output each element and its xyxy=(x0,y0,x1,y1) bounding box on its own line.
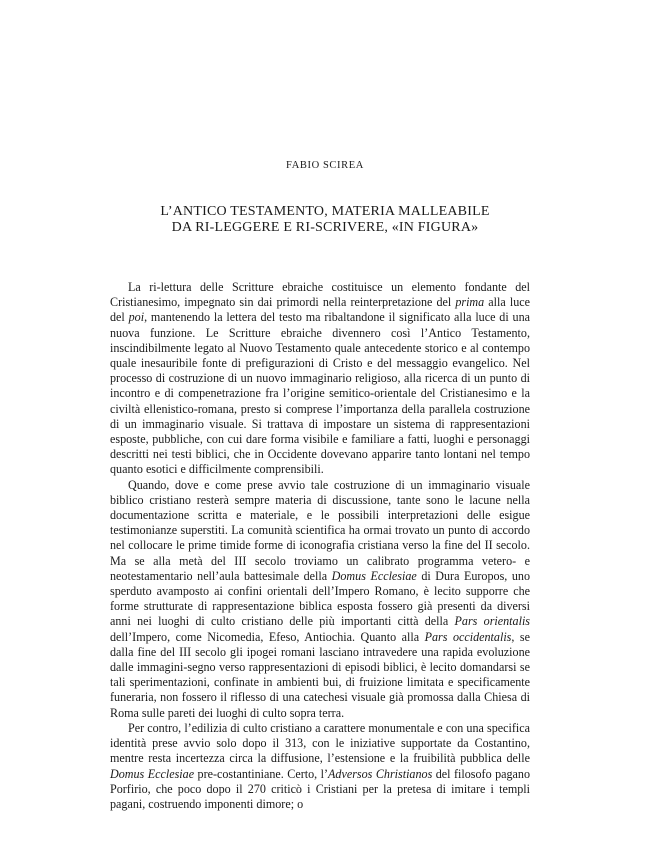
paragraph-segment: pre-costantiniane. Certo, l’ xyxy=(194,766,329,781)
italic-term: Pars orientalis xyxy=(454,614,531,629)
paragraph-segment: alla luce del xyxy=(110,295,530,325)
author-name: FABIO SCIREA xyxy=(286,160,364,171)
paragraph-2 xyxy=(110,478,530,721)
body-text xyxy=(110,280,530,812)
paragraph-segment: Per contro, l’edilizia di culto cristiano a carattere monumentale e con una specifica identità prese avvio solo dopo il 313, con le iniziative supportate da Costantino, mentre resta incertezza circa la diffusione, l’estensione e la fruibilità pubblica delle xyxy=(110,720,530,766)
chapter-title-line-2: DA RI-LEGGERE E RI-SCRIVERE, «IN FIGURA» xyxy=(171,220,479,235)
italic-term: Domus Ecclesiae xyxy=(331,568,417,583)
paragraph-segment: , se dalla fine del III secolo gli ipogei romani lasciano intravedere una rapida evoluzione dalle immagini-segno verso rappresentazioni di episodi biblici, è lecito domandarsi se tali sperimentazioni, confinate in ambienti bui, di fruizione limitata e specificamente funeraria, non fossero il riflesso di una catechesi visuale già promossa dalla Chiesa di Roma sulle pareti dei luoghi di culto sopra terra. xyxy=(110,629,530,720)
italic-term: Adversos Christianos xyxy=(328,766,433,781)
paragraph-segment: La ri-lettura delle Scritture ebraiche costituisce un elemento fondante del Cristianesimo, impegnato sin dai primordi nella reinterpretazione del xyxy=(110,280,530,310)
paragraph-segment: dell’Impero, come Nicomedia, Efeso, Antiochia. Quanto alla xyxy=(110,629,425,644)
paragraph-segment: del filosofo pagano Porfirio, che poco dopo il 270 criticò i Cristiani per la pretesa di imitare i templi pagani, costruendo imponenti dimore; o xyxy=(110,766,530,811)
italic-term: Domus Ecclesiae xyxy=(110,766,195,781)
chapter-title-line-1: L’ANTICO TESTAMENTO, MATERIA MALLEABILE xyxy=(160,204,490,219)
italic-term: poi xyxy=(128,310,145,325)
paragraph-segment: , mantenendo la lettera del testo ma ribaltandone il significato alla luce di una nuova funzione. Le Scritture ebraiche divennero così l’Antico Testamento, inscindibilmente legato al Nuovo Testamento quale antecedente storico e al contempo quale inesauribile fonte di prefigurazioni di Cristo e del messaggio evangelico. Nel processo di costruzione di un nuovo immaginario religioso, alla ricerca di un punto di incontro e di compenetrazione fra l’origine semitico-orientale del Cristianesimo e la civiltà ellenistico-romana, presto si comprese l’importanza della parallela costruzione di un immaginario visuale. Si trattava di impostare un sistema di rappresentazioni esposte, pubbliche, con cui dare forma visibile e familiare a fatti, luoghi e personaggi descritti nei testi biblici, che in Occidente dovevano apparire tanto lontani nel tempo quanto esotici e difficilmente comprensibili. xyxy=(110,310,530,477)
chapter-title xyxy=(0,204,650,236)
paragraph-1 xyxy=(110,280,530,478)
paragraph-3 xyxy=(110,721,530,812)
italic-term: Pars occidentalis xyxy=(424,629,512,644)
paragraph-segment: Quando, dove e come prese avvio tale costruzione di un immaginario visuale biblico cristiano resterà sempre materia di discussione, tante sono le lacune nella documentazione scritta e materiale, e le possibili interpretazioni delle esigue testimonianze superstiti. La comunità scientifica ha ormai trovato un punto di accordo nel collocare le prime timide forme di iconografia cristiana verso la fine del II secolo. Ma se alla metà del III secolo troviamo un calibrato programma vetero- e neotestamentario nell’aula battesimale della xyxy=(110,477,530,583)
italic-term: prima xyxy=(455,295,485,310)
paragraph-segment: di Dura Europos, uno sperduto avamposto ai confini orientali dell’Impero Romano, è lecito supporre che forme strutturate di rappresentazione biblica esposta fossero già presenti da diversi anni nei luoghi di culto cristiano delle più importanti città della xyxy=(110,568,530,629)
